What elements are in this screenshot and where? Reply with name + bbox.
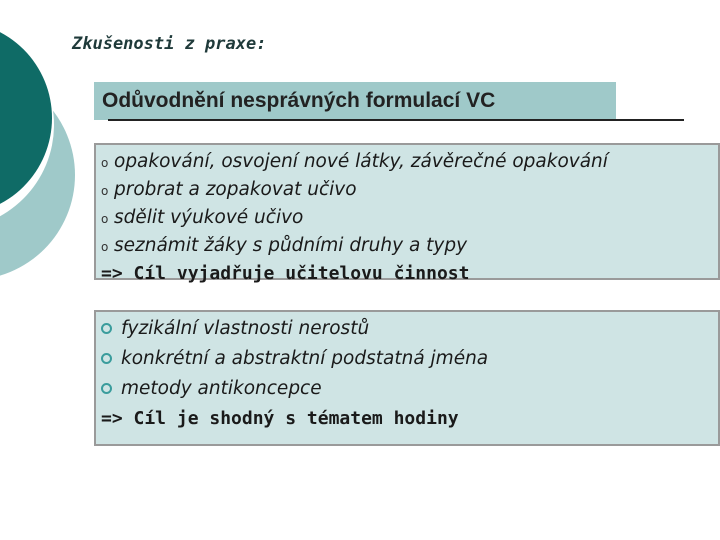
list-item-text: fyzikální vlastnosti nerostů bbox=[121, 318, 370, 339]
small-circle-bullet-icon: o bbox=[101, 212, 109, 226]
conclusion-text: => Cíl vyjadřuje učitelovu činnost bbox=[101, 263, 470, 284]
list-item bbox=[101, 176, 608, 204]
bullet-list bbox=[101, 314, 488, 434]
slide-subheading: Odůvodnění nesprávných formulací VC bbox=[102, 89, 496, 112]
list-item bbox=[101, 204, 608, 232]
example-box-teacher-activity bbox=[94, 143, 720, 284]
teal-ring-bullet-icon bbox=[101, 353, 112, 364]
list-item bbox=[101, 344, 488, 374]
slide-heading: Zkušenosti z praxe: bbox=[72, 34, 267, 54]
list-item-text: opakování, osvojení nové látky, závěrečné opakování bbox=[114, 151, 608, 172]
subheading-underline bbox=[108, 119, 684, 121]
list-item bbox=[101, 314, 488, 344]
list-item bbox=[101, 148, 608, 176]
small-circle-bullet-icon: o bbox=[101, 156, 109, 170]
list-item-text: seznámit žáky s půdními druhy a typy bbox=[114, 235, 468, 256]
example-box-lesson-topic bbox=[94, 310, 720, 446]
list-item bbox=[101, 374, 488, 404]
teal-ring-bullet-icon bbox=[101, 323, 112, 334]
small-circle-bullet-icon: o bbox=[101, 184, 109, 198]
teal-ring-bullet-icon bbox=[101, 383, 112, 394]
list-item-text: sdělit výukové učivo bbox=[114, 207, 304, 228]
conclusion-text: => Cíl je shodný s tématem hodiny bbox=[101, 408, 459, 429]
small-circle-bullet-icon: o bbox=[101, 240, 109, 254]
list-item-text: konkrétní a abstraktní podstatná jména bbox=[121, 348, 489, 369]
list-item-text: probrat a zopakovat učivo bbox=[114, 179, 357, 200]
list-item-text: metody antikoncepce bbox=[121, 378, 322, 399]
list-item bbox=[101, 232, 608, 260]
bullet-list bbox=[101, 148, 608, 288]
